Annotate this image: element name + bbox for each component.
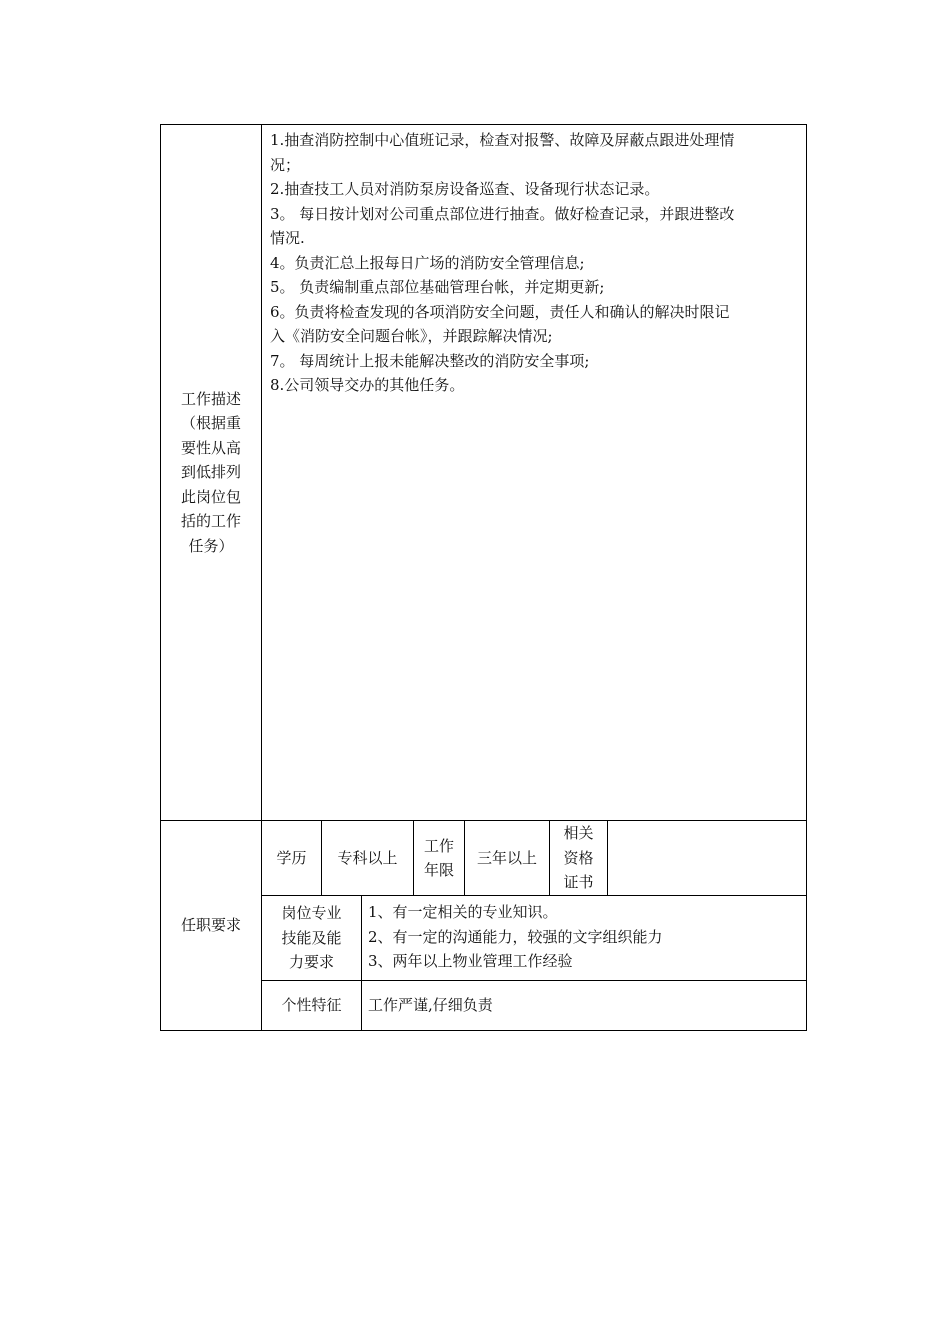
task-line: 2.抽查技工人员对消防泵房设备巡查、设备现行状态记录。 xyxy=(270,180,660,198)
job-spec-table xyxy=(160,124,807,1031)
task-line: 1.抽查消防控制中心值班记录，检查对报警、故障及屏蔽点跟进处理情 xyxy=(270,131,735,149)
task-line: 4。负责汇总上报每日广场的消防安全管理信息; xyxy=(270,253,585,272)
skills-label: 岗位专业 技能及能 力要求 xyxy=(262,896,362,981)
years-label: 工作 年限 xyxy=(414,821,465,896)
skill-line: 2、有一定的沟通能力，较强的文字组织能力 xyxy=(368,927,663,946)
skill-line: 3、两年以上物业管理工作经验 xyxy=(368,952,573,970)
task-line: 7。 每周统计上报未能解决整改的消防安全事项; xyxy=(270,351,590,370)
personality-value: 工作严谨,仔细负责 xyxy=(362,981,807,1031)
skills-content xyxy=(362,896,807,981)
task-line: 6。负责将检查发现的各项消防安全问题，责任人和确认的解决时限记 xyxy=(270,302,730,321)
years-value: 三年以上 xyxy=(465,821,550,896)
task-line: 3。 每日按计划对公司重点部位进行抽查。做好检查记录，并跟进整改 xyxy=(270,204,735,223)
task-line: 5。 负责编制重点部位基础管理台帐，并定期更新; xyxy=(270,278,605,296)
skill-line: 1、有一定相关的专业知识。 xyxy=(368,903,558,921)
personality-label: 个性特征 xyxy=(262,981,362,1031)
task-line: 况； xyxy=(270,155,301,174)
job-description-label: 工作描述 （根据重 要性从高 到低排列 此岗位包 括的工作 任务） xyxy=(161,125,262,821)
task-line: 入《消防安全问题台帐》，并跟踪解决情况; xyxy=(270,327,553,345)
task-line: 8.公司领导交办的其他任务。 xyxy=(270,376,465,394)
job-description-content xyxy=(262,125,807,821)
education-value: 专科以上 xyxy=(322,821,414,896)
task-line: 情况. xyxy=(270,229,305,247)
job-description-row xyxy=(161,125,807,821)
education-label: 学历 xyxy=(262,821,322,896)
requirements-label: 任职要求 xyxy=(161,821,262,1031)
education-row xyxy=(161,821,807,896)
certificate-value xyxy=(608,821,807,896)
certificate-label: 相关 资格 证书 xyxy=(550,821,608,896)
